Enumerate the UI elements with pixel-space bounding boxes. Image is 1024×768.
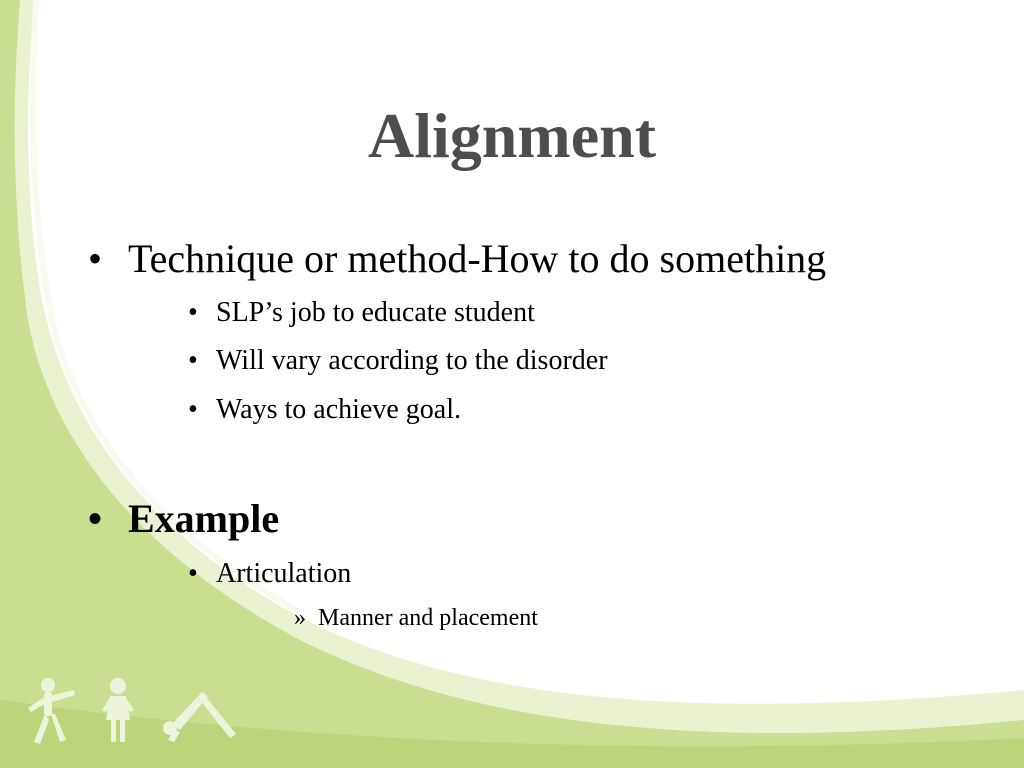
slide-title: Alignment	[368, 100, 656, 171]
bullet-marker: •	[188, 558, 198, 589]
bullet-text: Will vary according to the disorder	[216, 345, 608, 376]
bullet-text: Manner and placement	[318, 605, 538, 631]
bullet-marker: •	[88, 236, 103, 281]
bullet-technique	[88, 236, 826, 282]
bullet-text: Example	[128, 496, 280, 541]
bullet-marker: •	[188, 394, 198, 425]
sub-sub-bullet-manner	[294, 603, 538, 633]
standing-child-icon	[98, 676, 138, 746]
bullet-marker: •	[188, 297, 198, 328]
stretching-person-icon	[24, 676, 80, 746]
bullet-example	[88, 496, 279, 542]
sub-bullet-ways	[188, 393, 461, 427]
bullet-text: SLP’s job to educate student	[216, 297, 535, 328]
bullet-text: Technique or method-How to do something	[128, 236, 827, 281]
bullet-marker: •	[188, 345, 198, 376]
sub-bullet-slp-job	[188, 296, 535, 330]
bullet-marker: »	[294, 605, 306, 631]
bullet-marker: •	[88, 496, 103, 541]
bullet-text: Articulation	[216, 558, 352, 589]
downward-dog-pose-icon	[158, 686, 242, 742]
sub-bullet-will-vary	[188, 344, 608, 378]
bullet-text: Ways to achieve goal.	[216, 394, 461, 425]
sub-bullet-articulation	[188, 557, 351, 591]
